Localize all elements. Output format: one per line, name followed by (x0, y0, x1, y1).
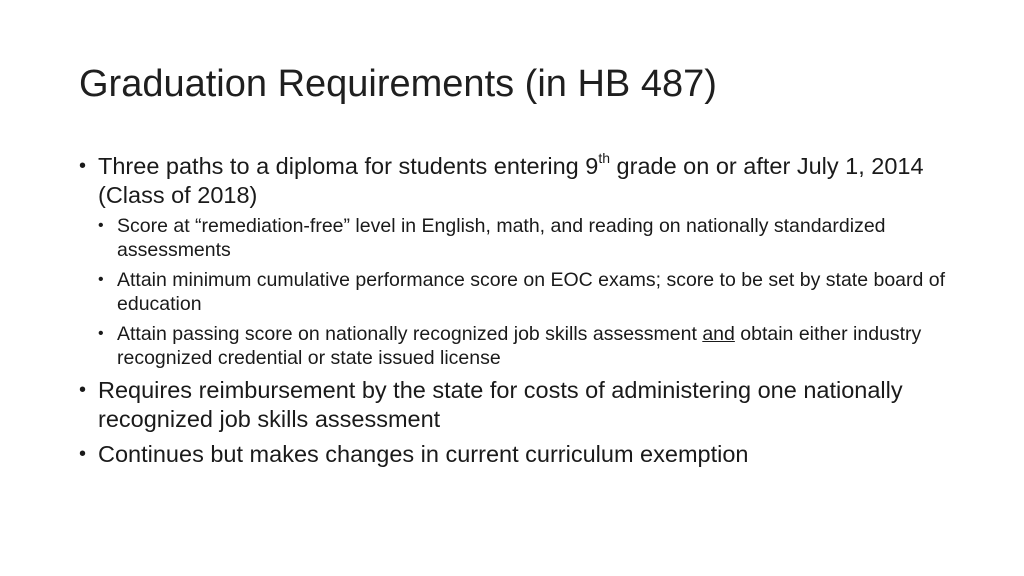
bullet-text: Three paths to a diploma for students entering 9 (98, 153, 599, 179)
underlined-word: and (702, 323, 735, 345)
sub-bullet-item-remediation-free (98, 214, 959, 262)
sub-bullet-icon: • (98, 325, 104, 342)
sub-bullet-item-eoc-score (98, 268, 959, 316)
bullet-text: Requires reimbursement by the state for costs of administering one nationally recognized job skills assessment (98, 377, 903, 432)
sub-bullet-text: Score at “remediation-free” level in English, math, and reading on nationally standardized assessments (117, 215, 886, 261)
bullet-item-curriculum-exemption (79, 440, 959, 469)
slide-title: Graduation Requirements (in HB 487) (79, 63, 717, 105)
sub-bullet-text: Attain minimum cumulative performance score on EOC exams; score to be set by state board of education (117, 269, 946, 315)
bullet-list (79, 152, 959, 475)
bullet-icon: • (79, 443, 87, 465)
sub-bullet-text: obtain either industry recognized credential or state issued license (117, 323, 922, 369)
bullet-icon: • (79, 155, 87, 177)
sub-bullet-icon: • (98, 217, 104, 234)
sub-bullet-icon: • (98, 271, 104, 288)
sub-bullet-list (98, 214, 959, 370)
bullet-text: Continues but makes changes in current curriculum exemption (98, 441, 749, 467)
bullet-item-reimbursement (79, 376, 959, 434)
sub-bullet-item-job-skills (98, 322, 959, 370)
bullet-text: grade on or after July 1, 2014 (Class of 2018) (98, 153, 924, 208)
bullet-superscript: th (598, 150, 611, 167)
bullet-icon: • (79, 379, 87, 401)
sub-bullet-text: Attain passing score on nationally recognized job skills assessment (117, 323, 703, 345)
bullet-item-diploma-paths (79, 152, 959, 370)
